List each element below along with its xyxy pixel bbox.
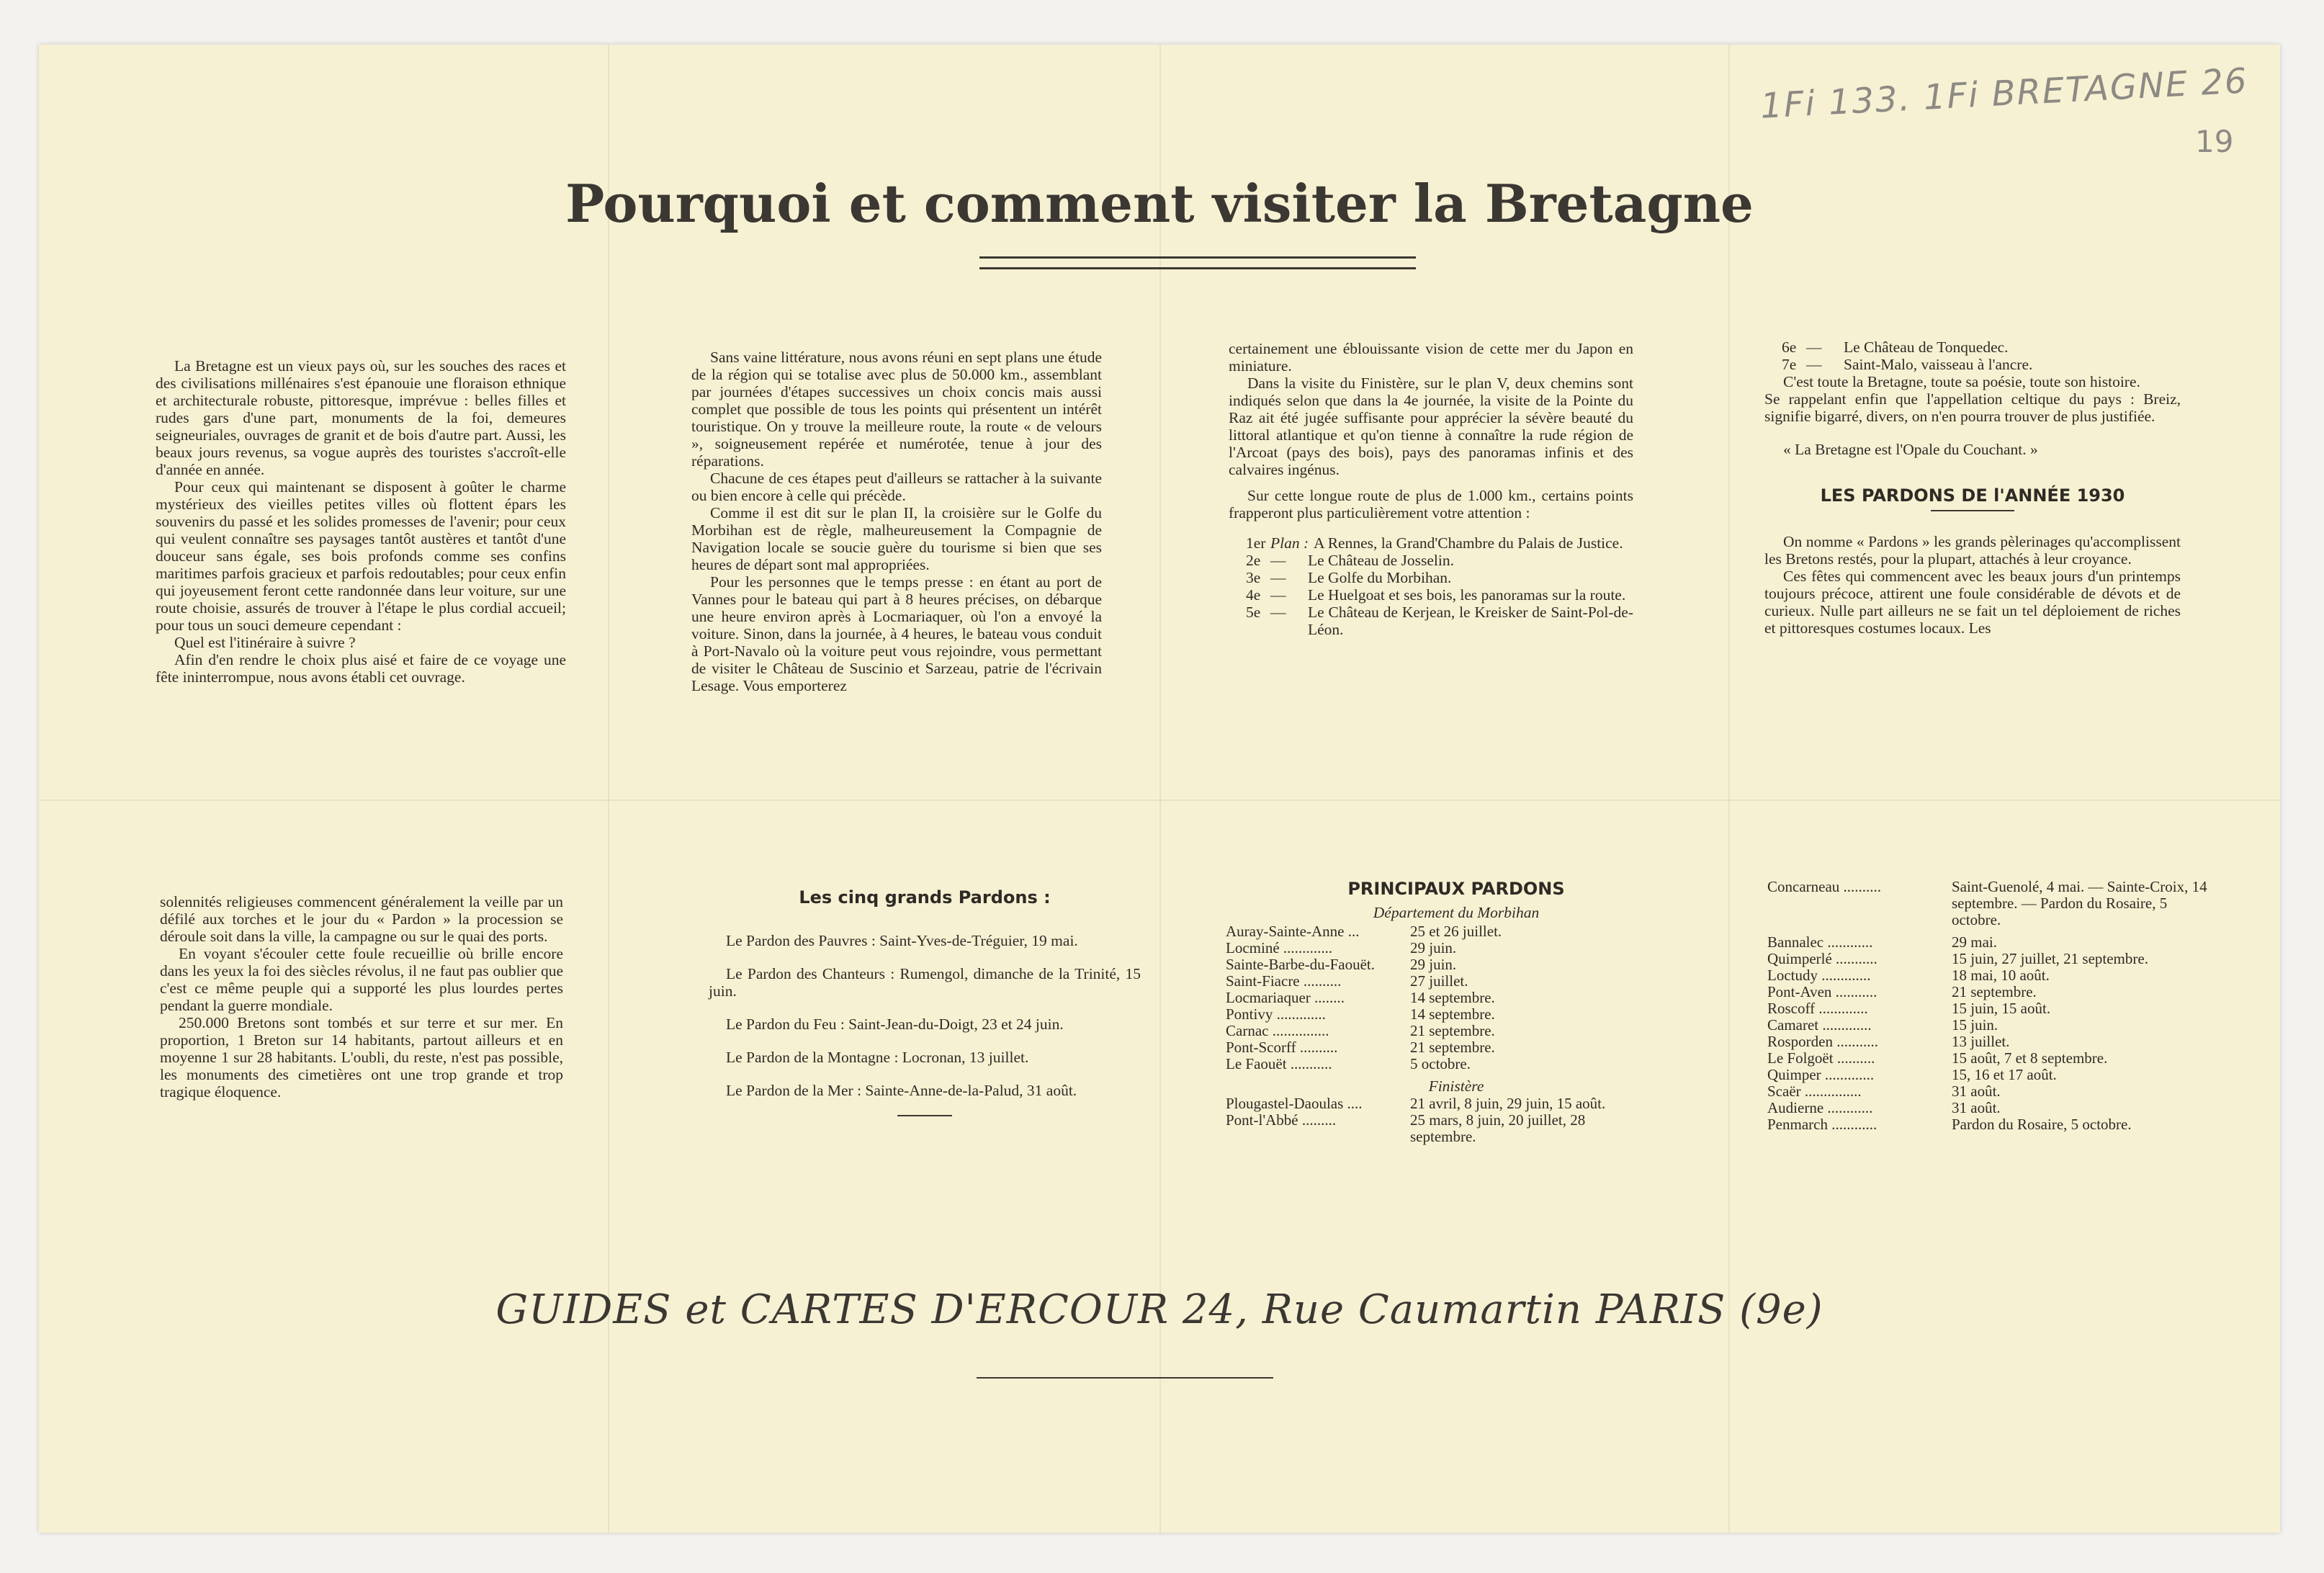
pardon-item: Le Pardon des Chanteurs : Rumengol, dimanche de la Trinité, 15 juin. xyxy=(709,965,1141,1000)
table-row xyxy=(1226,1095,1687,1112)
date: 27 juillet. xyxy=(1410,972,1468,990)
table-row xyxy=(1767,951,2228,967)
table-row xyxy=(1767,1017,2228,1034)
pardon-item: Le Pardon de la Mer : Sainte-Anne-de-la-Palud, 31 août. xyxy=(726,1082,1077,1099)
quote: « La Bretagne est l'Opale du Couchant. » xyxy=(1783,441,2038,458)
plan-number: 7e xyxy=(1782,356,1797,373)
table-row xyxy=(1767,934,2228,951)
place: Le Folgoët .......... xyxy=(1767,1049,1875,1067)
place: Penmarch ............ xyxy=(1767,1116,1877,1133)
place: Quimper ............. xyxy=(1767,1066,1875,1083)
paragraph: Se rappelant enfin que l'appellation celtique du pays : Breiz, signifie bigarré, divers, on n'en pourra trouver de plus justifiée. xyxy=(1764,390,2181,425)
finistere-pardons-table xyxy=(1767,879,2228,1133)
date: 15, 16 et 17 août. xyxy=(1952,1066,2057,1083)
plan-text: Le Huelgoat et ses bois, les panoramas sur la route. xyxy=(1308,586,1626,604)
date: 29 juin. xyxy=(1410,956,1457,973)
place: Loctudy ............. xyxy=(1767,967,1871,984)
place: Audierne ............ xyxy=(1767,1099,1873,1116)
table-row xyxy=(1226,1023,1687,1039)
plan-text: Le Golfe du Morbihan. xyxy=(1308,569,1452,586)
date: 15 juin. xyxy=(1952,1016,1998,1034)
plan-item xyxy=(1229,534,1633,552)
date: 25 mars, 8 juin, 20 juillet, 28 septembre. xyxy=(1410,1111,1586,1145)
place: Pont-Scorff .......... xyxy=(1226,1039,1338,1056)
plan-text: Le Château de Tonquedec. xyxy=(1844,339,2009,356)
table-row xyxy=(1226,973,1687,990)
dept-finistere-heading: Finistère xyxy=(1428,1077,1484,1095)
paragraph: Sans vaine littérature, nous avons réuni en sept plans une étude de la région qui se totalise avec plus de 50.000 km., assemblant par journées d'étapes successives un choix concis mais aussi complet que possible de tous les points qui présentent un intérêt touristique. On y trouve la meilleure route, la route « de velours », soigneusement repérée et numérotée, tenue à jour des réparations. xyxy=(691,349,1102,470)
date: 15 juin, 27 juillet, 21 septembre. xyxy=(1952,950,2148,967)
place: Locminé ............. xyxy=(1226,939,1333,956)
archive-number-handwritten: 19 xyxy=(2195,124,2234,159)
plan-dash: — xyxy=(1270,552,1286,569)
pardons-continued-column xyxy=(160,893,563,1101)
place: Locmariaquer ........ xyxy=(1226,989,1345,1006)
finistere-column xyxy=(1229,340,1633,638)
plan-dash: — xyxy=(1270,586,1286,604)
paragraph: Dans la visite du Finistère, sur le plan V, deux chemins sont indiqués selon que dans la 4e journée, la visite de la Pointe du Raz ait été jugée suffisante pour apprécier la sévère beauté du littoral atlantique et qu'on tienne à connaître la rude région de l'Arcoat (pays des bois), pays des panoramas infinis et des calvaires ingénus. xyxy=(1229,375,1633,478)
table-row xyxy=(1226,1056,1687,1072)
archive-reference-handwritten: 1Fi 133. 1Fi BRETAGNE 26 xyxy=(1759,60,2249,127)
place: Pontivy ............. xyxy=(1226,1005,1326,1023)
table-row xyxy=(1767,1116,2228,1133)
cinq-pardons-heading: Les cinq grands Pardons : xyxy=(799,887,1051,908)
pardon-item: Le Pardon du Feu : Saint-Jean-du-Doigt, 23 et 24 juin. xyxy=(726,1016,1064,1033)
pardon-item: Le Pardon des Pauvres : Saint-Yves-de-Tréguier, 19 mai. xyxy=(726,932,1078,949)
principaux-heading: PRINCIPAUX PARDONS xyxy=(1347,879,1565,899)
paragraph: 250.000 Bretons sont tombés et sur terre et sur mer. En proportion, 1 Breton sur 14 habitants, partout ailleurs et en moyenne 1 sur 28 habitants. L'oubli, du reste, n'est pas possible, les monuments des cimetières ont une trop grande et trop tragique éloquence. xyxy=(160,1014,563,1101)
date: 15 juin, 15 août. xyxy=(1952,1000,2051,1017)
title-double-rule xyxy=(979,256,1416,269)
paragraph: solennités religieuses commencent généralement la veille par un défilé aux torches et le jour du « Pardon » la procession se déroule soit dans la ville, la campagne ou sur le quai des ports. xyxy=(160,893,563,945)
place: Roscoff ............. xyxy=(1767,1000,1868,1017)
principaux-pardons xyxy=(1226,879,1687,1145)
plan-text: Le Château de Kerjean, le Kreisker de Saint-Pol-de-Léon. xyxy=(1308,604,1633,638)
plan-number: 5e xyxy=(1246,604,1261,621)
place: Pont-Aven ........... xyxy=(1767,983,1877,1000)
itinerary-column xyxy=(691,349,1102,694)
date: 31 août. xyxy=(1952,1099,2001,1116)
page-title: Pourquoi et comment visiter la Bretagne xyxy=(565,173,1754,234)
table-row xyxy=(1226,1112,1687,1145)
plan-item xyxy=(1229,569,1633,586)
section-end-rule xyxy=(897,1115,952,1116)
place: Carnac ............... xyxy=(1226,1022,1329,1039)
plan-number: 1er xyxy=(1246,534,1266,552)
date: 14 septembre. xyxy=(1410,989,1495,1006)
date: 14 septembre. xyxy=(1410,1005,1495,1023)
plan-label: Plan : xyxy=(1270,534,1309,552)
plan-dash: — xyxy=(1270,604,1286,621)
paragraph: certainement une éblouissante vision de cette mer du Japon en miniature. xyxy=(1229,340,1633,375)
table-row xyxy=(1226,940,1687,956)
cinq-grands-pardons xyxy=(709,887,1141,1116)
footer-rule xyxy=(977,1377,1273,1379)
fold-line xyxy=(39,799,2280,801)
place: Camaret ............. xyxy=(1767,1016,1872,1034)
paragraph: On nomme « Pardons » les grands pèlerinages qu'accomplissent les Bretons restés, pour la plupart, attachés à leur croyance. xyxy=(1764,533,2181,568)
paragraph: En voyant s'écouler cette foule recueillie où brille encore dans les yeux la foi des siècles révolus, il ne faut pas oublier que c'est ce même peuple qui a supporté les plus lourdes pertes pendant la guerre mondiale. xyxy=(160,945,563,1014)
place: Sainte-Barbe-du-Faouët. xyxy=(1226,956,1376,973)
table-row xyxy=(1767,984,2228,1000)
place: Concarneau .......... xyxy=(1767,878,1882,895)
place: Auray-Sainte-Anne ... xyxy=(1226,923,1360,940)
date: Pardon du Rosaire, 5 octobre. xyxy=(1952,1116,2132,1133)
plan-text: Saint-Malo, vaisseau à l'ancre. xyxy=(1844,356,2033,373)
pardon-item: Le Pardon de la Montagne : Locronan, 13 juillet. xyxy=(726,1049,1029,1066)
paragraph: Quel est l'itinéraire à suivre ? xyxy=(174,634,356,651)
paragraph: C'est toute la Bretagne, toute sa poésie, toute son histoire. xyxy=(1783,373,2140,390)
finistere-table xyxy=(1226,1095,1687,1145)
date: 21 septembre. xyxy=(1952,983,2037,1000)
brochure-sheet xyxy=(39,45,2280,1533)
table-row xyxy=(1767,879,2228,928)
dept-morbihan-heading: Département du Morbihan xyxy=(1373,904,1540,921)
paragraph: Ces fêtes qui commencent avec les beaux jours d'un printemps toujours précoce, attirent une foule considérable de dévots et de curieux. Nulle part ailleurs ne se fait un tel déploiement de riches et pittoresques costumes locaux. Les xyxy=(1764,568,2181,637)
plan-dash: — xyxy=(1806,339,1822,356)
plan-number: 6e xyxy=(1782,339,1797,356)
place: Saint-Fiacre .......... xyxy=(1226,972,1342,990)
place: Pont-l'Abbé ......... xyxy=(1226,1111,1337,1129)
intro-column xyxy=(156,357,566,686)
plan-dash: — xyxy=(1806,356,1822,373)
place: Plougastel-Daoulas .... xyxy=(1226,1095,1363,1112)
plan-number: 4e xyxy=(1246,586,1261,604)
date: 21 avril, 8 juin, 29 juin, 15 août. xyxy=(1410,1095,1606,1112)
date: 21 septembre. xyxy=(1410,1039,1495,1056)
date: 15 août, 7 et 8 septembre. xyxy=(1952,1049,2108,1067)
plan-item xyxy=(1764,356,2181,373)
paragraph: Chacune de ces étapes peut d'ailleurs se rattacher à la suivante ou bien encore à celle qui précède. xyxy=(691,470,1102,504)
pardons-1930-heading: LES PARDONS DE l'ANNÉE 1930 xyxy=(1820,485,2125,506)
paragraph: La Bretagne est un vieux pays où, sur les souches des races et des civilisations millénaires s'est épanouie une floraison ethnique et architecturale robuste, pittoresque, imprévue : belles filles et rudes gars d'une part, monuments de la foi, demeures seigneuriales, ouvrages de granit et de bois d'autre part. Aussi, les beaux jours revenus, sa vogue auprès des touristes s'accroît-elle d'année en année. xyxy=(156,357,566,478)
paragraph: Pour les personnes que le temps presse : en étant au port de Vannes pour le bateau qui part à 8 heures précises, on débarque une heure environ après à Locmariaquer, où l'on a envoyé la voiture. Sinon, dans la journée, à 4 heures, le bateau vous conduit à Port-Navalo où la voiture peut vous rejoindre, vous permettant de visiter le Château de Suscinio et Sarzeau, patrie de l'écrivain Lesage. Vous emporterez xyxy=(691,573,1102,694)
plan-dash: — xyxy=(1270,569,1286,586)
plan-item xyxy=(1229,604,1633,638)
morbihan-table xyxy=(1226,923,1687,1072)
plan-number: 3e xyxy=(1246,569,1261,586)
table-row xyxy=(1767,1000,2228,1017)
pardons-intro-column xyxy=(1764,339,2181,637)
table-row xyxy=(1226,1006,1687,1023)
date: Saint-Guenolé, 4 mai. — Sainte-Croix, 14 septembre. — Pardon du Rosaire, 5 octobre. xyxy=(1952,878,2207,928)
paragraph: Sur cette longue route de plus de 1.000 km., certains points frapperont plus particulièrement votre attention : xyxy=(1229,487,1633,521)
publisher-footer: GUIDES et CARTES D'ERCOUR 24, Rue Caumartin PARIS (9e) xyxy=(495,1286,1823,1333)
table-row xyxy=(1226,990,1687,1006)
paragraph: Pour ceux qui maintenant se disposent à goûter le charme mystérieux des vieilles petites villes où flottent épars les souvenirs du passé et les solides promesses de l'avenir; pour ceux qui veulent connaître ses paysages tantôt austères et tantôt d'une douceur sans égale, ses bois profonds comme ses confins maritimes parfois gracieux et parfois redoutables; pour ceux enfin qui joyeusement feront cette randonnée dans leur voiture, sur une route choisie, assurés de trouver à l'étape le plus cordial accueil; pour tous un souci demeure cependant : xyxy=(156,478,566,634)
table-row xyxy=(1226,1039,1687,1056)
date: 21 septembre. xyxy=(1410,1022,1495,1039)
table-row xyxy=(1767,1067,2228,1083)
plan-number: 2e xyxy=(1246,552,1261,569)
place: Rosporden ........... xyxy=(1767,1033,1878,1050)
plan-item xyxy=(1229,586,1633,604)
plan-text: A Rennes, la Grand'Chambre du Palais de Justice. xyxy=(1314,534,1623,552)
date: 25 et 26 juillet. xyxy=(1410,923,1502,940)
place: Quimperlé ........... xyxy=(1767,950,1877,967)
plan-item xyxy=(1229,552,1633,569)
plan-text: Le Château de Josselin. xyxy=(1308,552,1455,569)
date: 29 mai. xyxy=(1952,933,1997,951)
date: 31 août. xyxy=(1952,1083,2001,1100)
place: Le Faouët ........... xyxy=(1226,1055,1332,1072)
plan-item xyxy=(1764,339,2181,356)
place: Bannalec ............ xyxy=(1767,933,1873,951)
table-row xyxy=(1226,956,1687,973)
table-row xyxy=(1767,967,2228,984)
date: 29 juin. xyxy=(1410,939,1457,956)
table-row xyxy=(1226,923,1687,940)
paragraph: Comme il est dit sur le plan II, la croisière sur le Golfe du Morbihan est de règle, malheureusement la Compagnie de Navigation locale se soucie guère du tourisme si bien que ses heures de départ sont mal appropriées. xyxy=(691,504,1102,573)
table-row xyxy=(1767,1034,2228,1050)
date: 5 octobre. xyxy=(1410,1055,1471,1072)
date: 18 mai, 10 août. xyxy=(1952,967,2050,984)
date: 13 juillet. xyxy=(1952,1033,2010,1050)
table-row xyxy=(1767,1100,2228,1116)
place: Scaër ............... xyxy=(1767,1083,1862,1100)
paragraph: Afin d'en rendre le choix plus aisé et faire de ce voyage une fête ininterrompue, nous avons établi cet ouvrage. xyxy=(156,651,566,686)
table-row xyxy=(1767,1083,2228,1100)
table-row xyxy=(1767,1050,2228,1067)
